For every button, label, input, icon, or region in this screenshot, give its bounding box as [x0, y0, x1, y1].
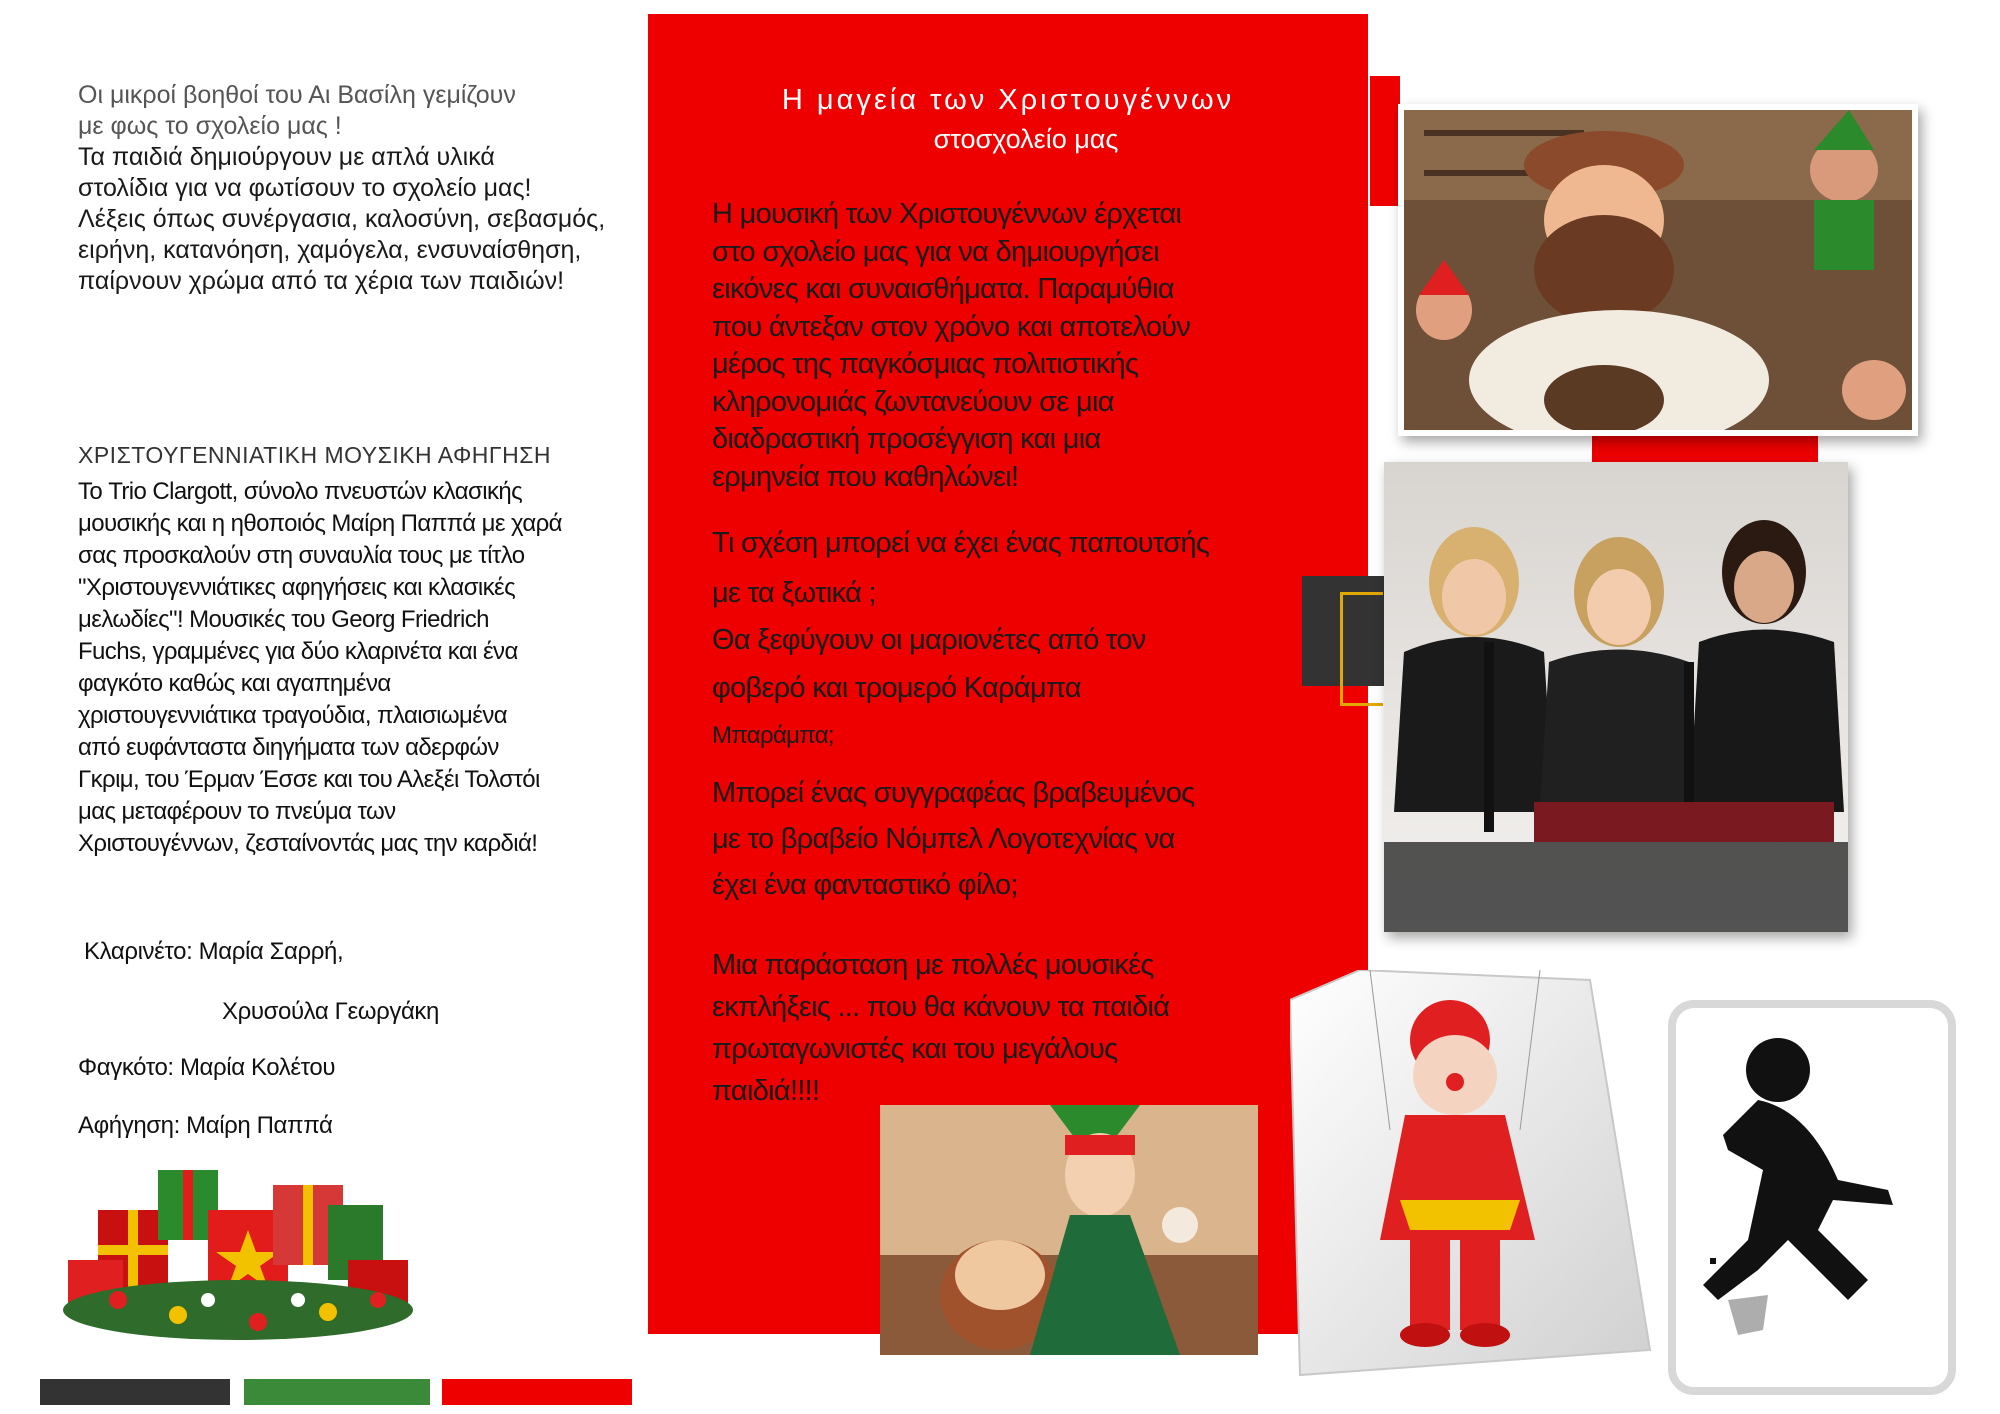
- shoemaker-elves-image: [1398, 104, 1918, 436]
- panel-question-1: [712, 518, 1292, 618]
- panel-intro-line: εικόνες και συναισθήματα. Παραμύθια: [712, 273, 1174, 305]
- puppet-tile: [1290, 970, 1660, 1385]
- panel-closing-line: εκπλήξεις ... που θα κάνουν τα παιδιά: [712, 991, 1170, 1023]
- panel-closing-line: Μια παράσταση με πολλές μουσικές: [712, 949, 1154, 981]
- panel-question-2: [712, 616, 1292, 760]
- intro-line: ειρήνη, κατανόηση, χαμόγελα, ενσυναίσθηση,: [78, 236, 582, 264]
- trio-photo: [1384, 462, 1848, 932]
- panel-intro-line: ερμηνεία που καθηλώνει!: [712, 460, 1019, 493]
- description: [78, 476, 648, 860]
- panel-closing: [712, 944, 1292, 1112]
- panel-closing-line: πρωταγωνιστές και του μεγάλους: [712, 1033, 1118, 1065]
- panel-subtitle: στοσχολείο μας: [933, 124, 1119, 154]
- panel-question-line: με το βραβείο Νόμπελ Λογοτεχνίας να: [712, 823, 1175, 855]
- intro-line: Οι μικροί βοηθοί του Αι Βασίλη γεμίζουν: [78, 81, 516, 109]
- footer-bar-green: [244, 1379, 430, 1405]
- description-line: μας μεταφέρουν το πνεύμα των: [78, 798, 396, 825]
- silhouette-tile: [1668, 1000, 1956, 1395]
- footer-bar-dark: [40, 1379, 230, 1405]
- panel-question-line: έχει ένα φανταστικό φίλο;: [712, 869, 1018, 901]
- intro-line: Λέξεις όπως συνέργασια, καλοσύνη, σεβασμός,: [78, 205, 606, 233]
- panel-question-line: με τα ξωτικά ;: [712, 577, 876, 609]
- panel-intro-line: στο σχολείο μας για να δημιουργήσει: [712, 235, 1160, 268]
- intro-line: στολίδια για να φωτίσουν το σχολείο μας!: [78, 174, 532, 202]
- face-painting-photo: [880, 1105, 1258, 1355]
- credit-bassoon: Φαγκότο: Μαρία Κολέτου: [78, 1054, 336, 1081]
- credit-clarinet: Κλαρινέτο: Μαρία Σαρρή,: [84, 938, 344, 965]
- decor-gold-frame: [1340, 592, 1383, 706]
- panel-question-line: Μπορεί ένας συγγραφέας βραβευμένος: [712, 777, 1195, 809]
- panel-question-line: Μπαράμπα;: [712, 722, 834, 749]
- panel-intro-line: μέρος της παγκόσμιας πολιτιστικής: [712, 348, 1139, 380]
- credit-clarinet-2: Χρυσούλα Γεωργάκη: [222, 998, 439, 1025]
- panel-question-line: Τι σχέση μπορεί να έχει ένας παπουτσής: [712, 527, 1210, 559]
- description-line: φαγκότο καθώς και αγαπημένα: [78, 670, 391, 697]
- description-line: Fuchs, γραμμένες για δύο κλαρινέτα και ένα: [78, 638, 518, 665]
- intro-line: παίρνουν χρώμα από τα χέρια των παιδιών!: [78, 267, 565, 295]
- description-line: από ευφάνταστα διηγήματα των αδερφών: [78, 734, 499, 761]
- gifts-image: [58, 1150, 418, 1346]
- description-line: Χριστουγέννων, ζεσταίνοντάς μας την καρδιά!: [78, 830, 538, 857]
- description-line: "Χριστουγεννιάτικες αφηγήσεις και κλασικές: [78, 574, 516, 601]
- intro-line: Τα παιδιά δημιούργουν με απλά υλικά: [78, 143, 495, 171]
- panel-question-line: Θα ξεφύγουν οι μαριονέτες από τον: [712, 624, 1146, 656]
- intro-text: [78, 80, 698, 297]
- decor-red-block: [1370, 76, 1400, 206]
- description-line: Γκριμ, του Έρμαν Έσσε και του Αλεξέι Τολστόι: [78, 766, 540, 793]
- description-line: Το Trio Clargott, σύνολο πνευστών κλασικής: [78, 478, 523, 505]
- description-line: σας προσκαλούν στη συναυλία τους με τίτλο: [78, 542, 525, 569]
- panel-title: Η μαγεία των Χριστουγέννων: [781, 84, 1235, 116]
- intro-line: με φως το σχολείο μας !: [78, 112, 342, 140]
- panel-intro: [712, 196, 1292, 496]
- description-line: χριστουγεννιάτικα τραγούδια, πλαισιωμένα: [78, 702, 508, 729]
- description-line: μουσικής και η ηθοποιός Μαίρη Παππά με χαρά: [78, 510, 562, 537]
- section-title: ΧΡΙΣΤΟΥΓΕΝΝΙΑΤΙΚΗ ΜΟΥΣΙΚΗ ΑΦΗΓΗΣΗ: [78, 442, 552, 468]
- panel-intro-line: που άντεξαν στον χρόνο και αποτελούν: [712, 310, 1191, 343]
- panel-closing-line: παιδιά!!!!: [712, 1075, 820, 1107]
- panel-intro-line: διαδραστική προσέγγιση και μια: [712, 423, 1101, 455]
- credit-narration: Αφήγηση: Μαίρη Παππά: [78, 1112, 333, 1139]
- panel-intro-line: Η μουσική των Χριστουγέννων έρχεται: [712, 198, 1182, 230]
- footer-bar-red: [442, 1379, 632, 1405]
- panel-question-line: φοβερό και τρομερό Καράμπα: [712, 672, 1081, 704]
- description-line: μελωδίες"! Μουσικές του Georg Friedrich: [78, 606, 489, 633]
- panel-intro-line: κληρονομιάς ζωντανεύουν σε μια: [712, 385, 1114, 418]
- panel-question-3: [712, 770, 1292, 908]
